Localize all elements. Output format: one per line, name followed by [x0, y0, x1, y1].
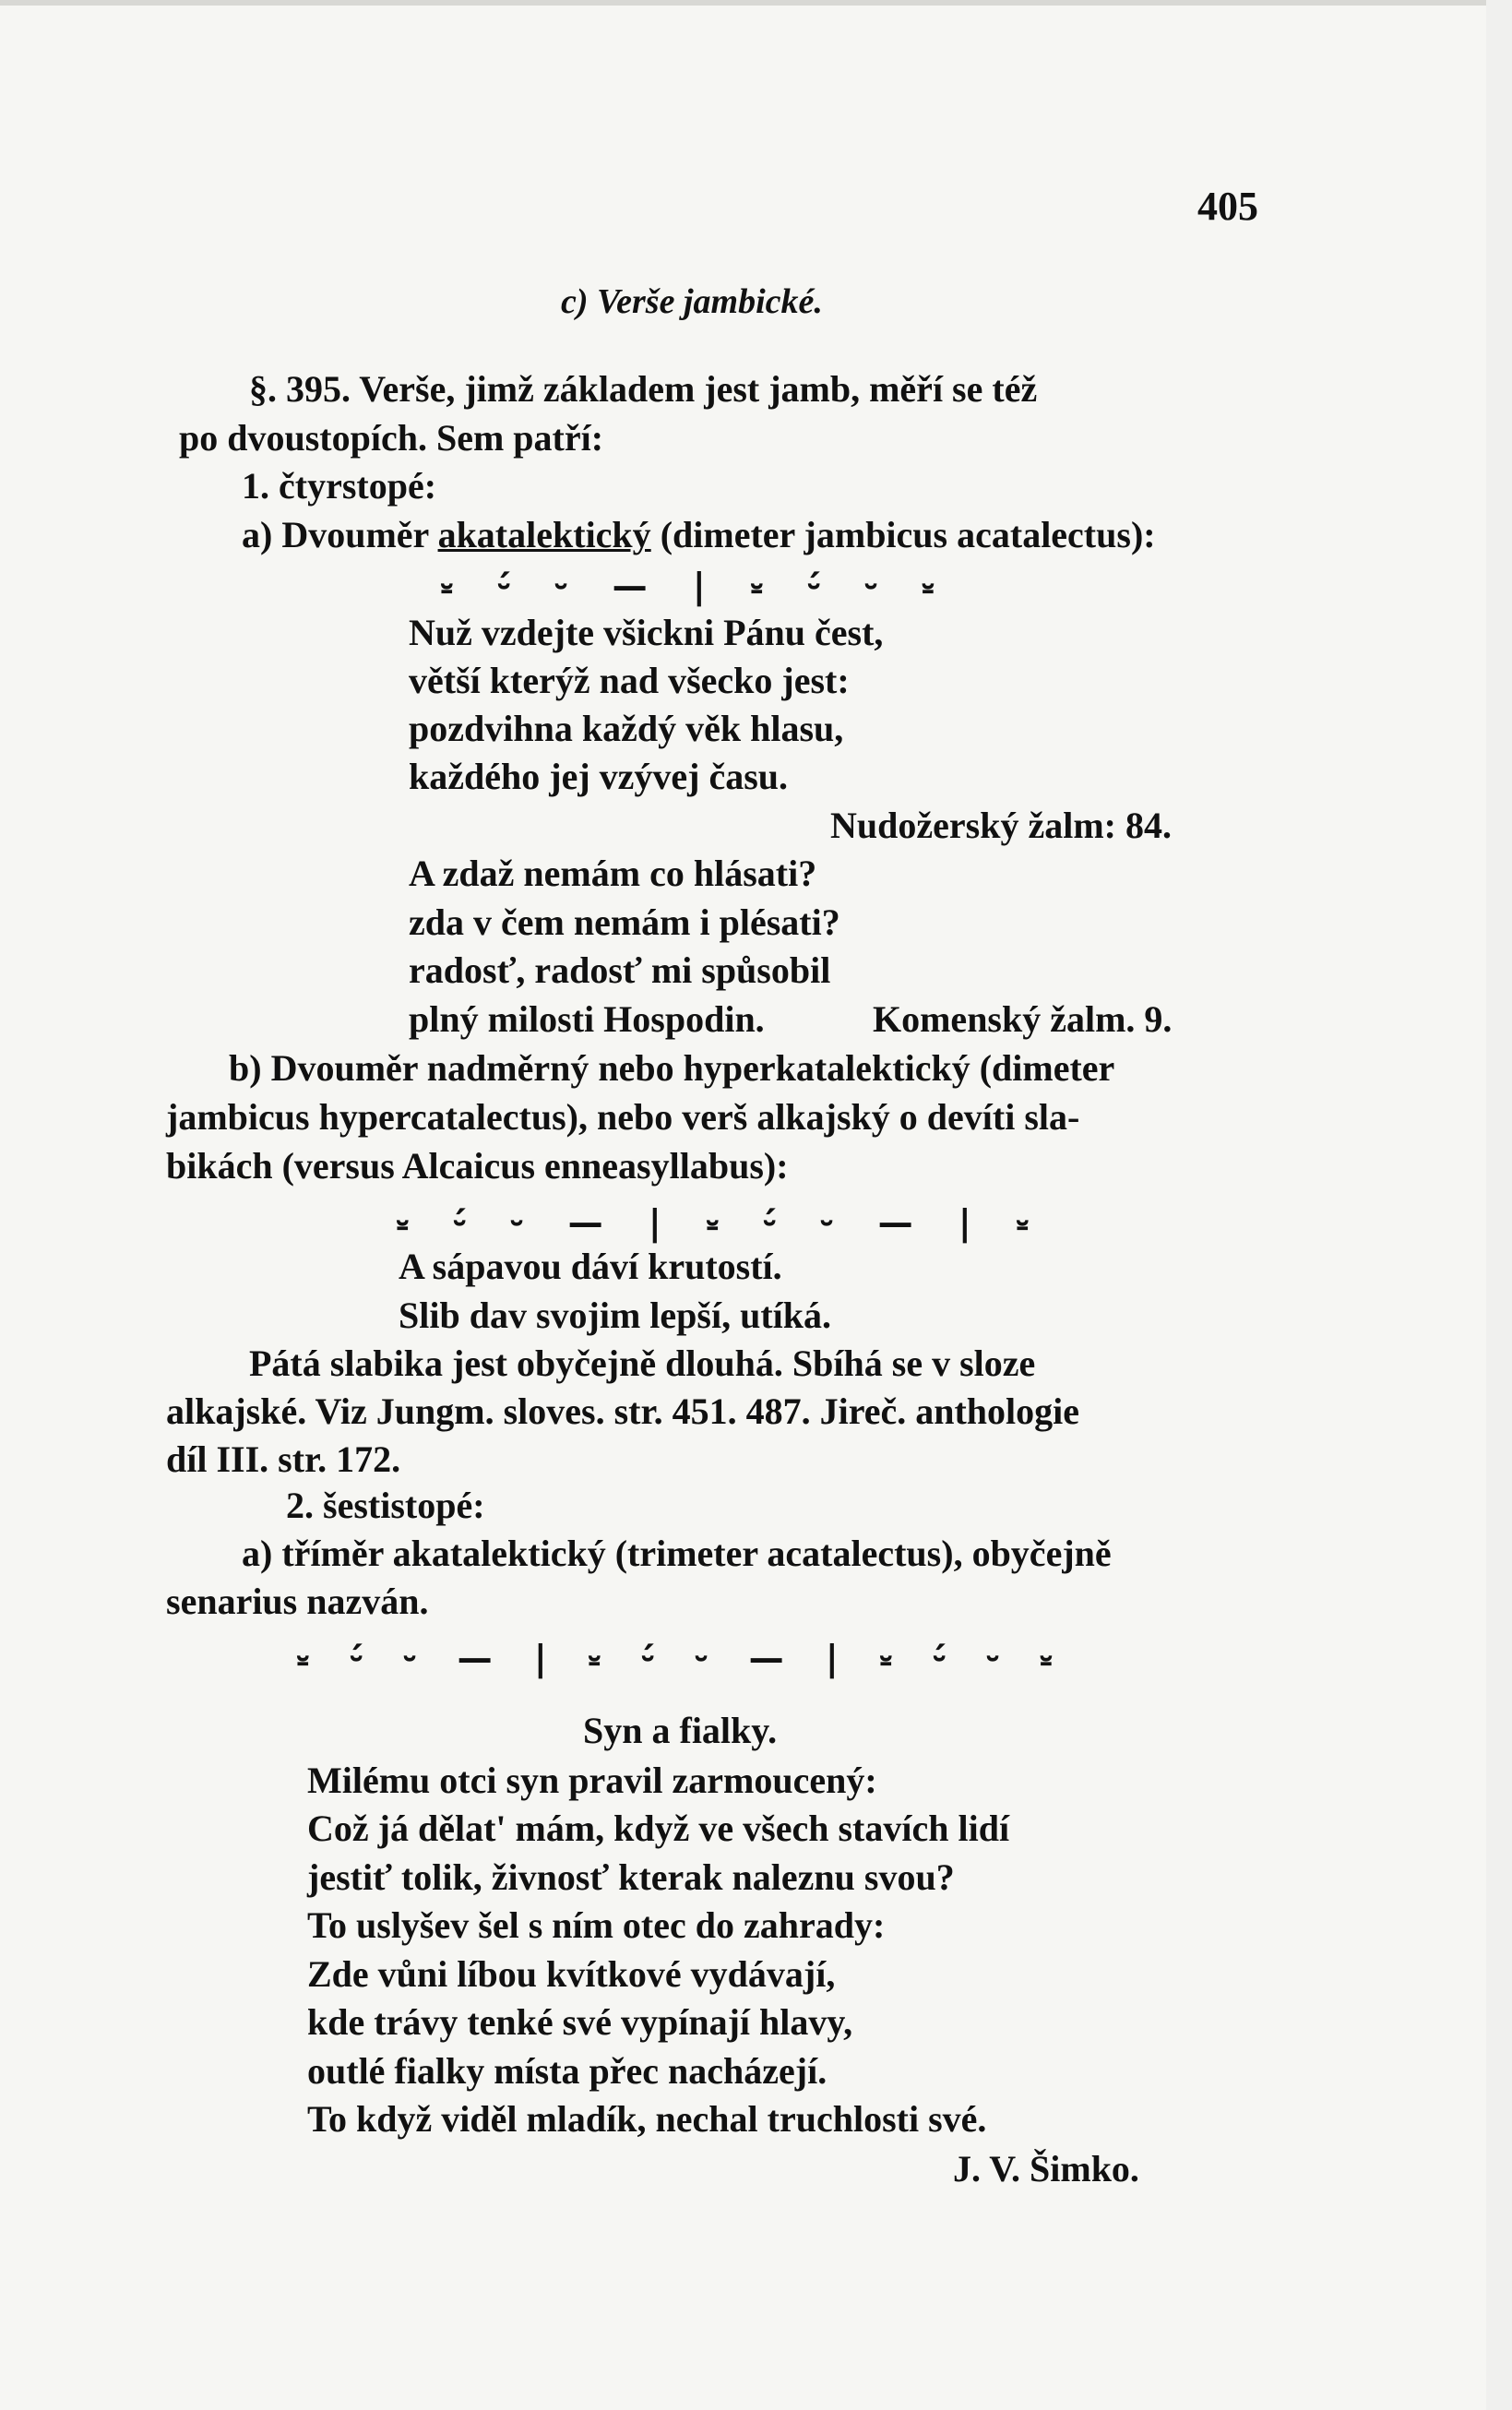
item-a-suffix: (dimeter jambicus acatalectus): [650, 514, 1156, 555]
item-1-title: 1. čtyrstopé: [242, 465, 437, 507]
item-a-underlined: akatalektický [437, 514, 651, 555]
page-number: 405 [1197, 184, 1258, 229]
item-b-line-2: jambicus hypercatalectus), nebo verš alkajský o devíti sla- [166, 1096, 1080, 1138]
source-komensky: Komenský žalm. 9. [873, 998, 1173, 1040]
source-nudozersky: Nudožerský žalm: 84. [830, 805, 1172, 846]
poem1-line-1: Nuž vzdejte všickni Pánu čest, [409, 612, 884, 653]
poem2-line-3: radosť, radosť mi spůsobil [409, 949, 831, 991]
note-line-1: Pátá slabika jest obyčejně dlouhá. Sbíhá se v sloze [249, 1342, 1036, 1384]
page-top-edge [0, 0, 1512, 6]
poem1-line-2: větší kterýž nad všecko jest: [409, 660, 850, 701]
item-a-prefix: a) Dvouměr [242, 514, 438, 555]
poem3-line-2: Slib dav svojim lepší, utíká. [399, 1294, 832, 1336]
item-b-line-3: bikách (versus Alcaicus enneasyllabus): [166, 1145, 789, 1187]
author-signature: J. V. Šimko. [953, 2148, 1139, 2189]
poem4-title: Syn a fialky. [583, 1710, 778, 1751]
note-line-2: alkajské. Viz Jungm. sloves. str. 451. 487. Jireč. anthologie [166, 1390, 1080, 1432]
poem4-line-3: jestiť tolik, živnosť kterak naleznu svou? [307, 1856, 955, 1898]
paragraph-395-line-2: po dvoustopích. Sem patří: [179, 417, 604, 459]
poem2-line-2: zda v čem nemám i plésati? [409, 901, 840, 943]
poem4-line-1: Milému otci syn pravil zarmoucený: [307, 1760, 877, 1801]
poem4-line-8: To když viděl mladík, nechal truchlosti své. [307, 2098, 987, 2140]
poem4-line-6: kde trávy tenké své vypínají hlavy, [307, 2001, 853, 2043]
poem1-line-3: pozdvihna každý věk hlasu, [409, 708, 844, 749]
poem1-line-4: každého jej vzývej času. [409, 756, 789, 797]
poem3-line-1: A sápavou dáví krutostí. [399, 1246, 782, 1287]
poem4-line-4: To uslyšev šel s ním otec do zahrady: [307, 1904, 886, 1946]
note-line-3: díl III. str. 172. [166, 1438, 401, 1480]
item-2-title: 2. šestistopé: [286, 1485, 485, 1526]
page-right-edge [1486, 0, 1512, 2410]
meter-scheme-2: ⏓ ⏑́ ⏑ — | ⏓ ⏑́ ⏑ — | ⏓ [397, 1202, 1045, 1243]
poem4-line-2: Což já dělat' mám, když ve všech stavích lidí [307, 1808, 1010, 1849]
item-2a-line-1: a) tříměr akatalektický (trimeter acatalectus), obyčejně [242, 1533, 1112, 1574]
paragraph-395-line-1: §. 395. Verše, jimž základem jest jamb, měří se též [249, 368, 1038, 410]
poem2-line-1: A zdaž nemám co hlásati? [409, 853, 817, 894]
section-heading: c) Verše jambické. [561, 282, 823, 321]
item-b-line-1: b) Dvouměr nadměrný nebo hyperkatalektický (dimeter [229, 1047, 1115, 1089]
meter-scheme-3: ⏓ ⏑́ ⏑ — | ⏓ ⏑́ ⏑ — | ⏓ ⏑́ ⏑ ⏓ [297, 1638, 1067, 1678]
meter-scheme-1: ⏓ ⏑́ ⏑ — | ⏓ ⏑́ ⏑ ⏓ [441, 566, 951, 606]
poem2-line-4: plný milosti Hospodin. [409, 998, 765, 1040]
poem4-line-7: outlé fialky místa přec nacházejí. [307, 2050, 827, 2092]
poem4-line-5: Zde vůni líbou kvítkové vydávají, [307, 1953, 836, 1995]
item-2a-line-2: senarius nazván. [166, 1581, 429, 1622]
item-a-dimeter-acatalectus [242, 514, 1156, 555]
